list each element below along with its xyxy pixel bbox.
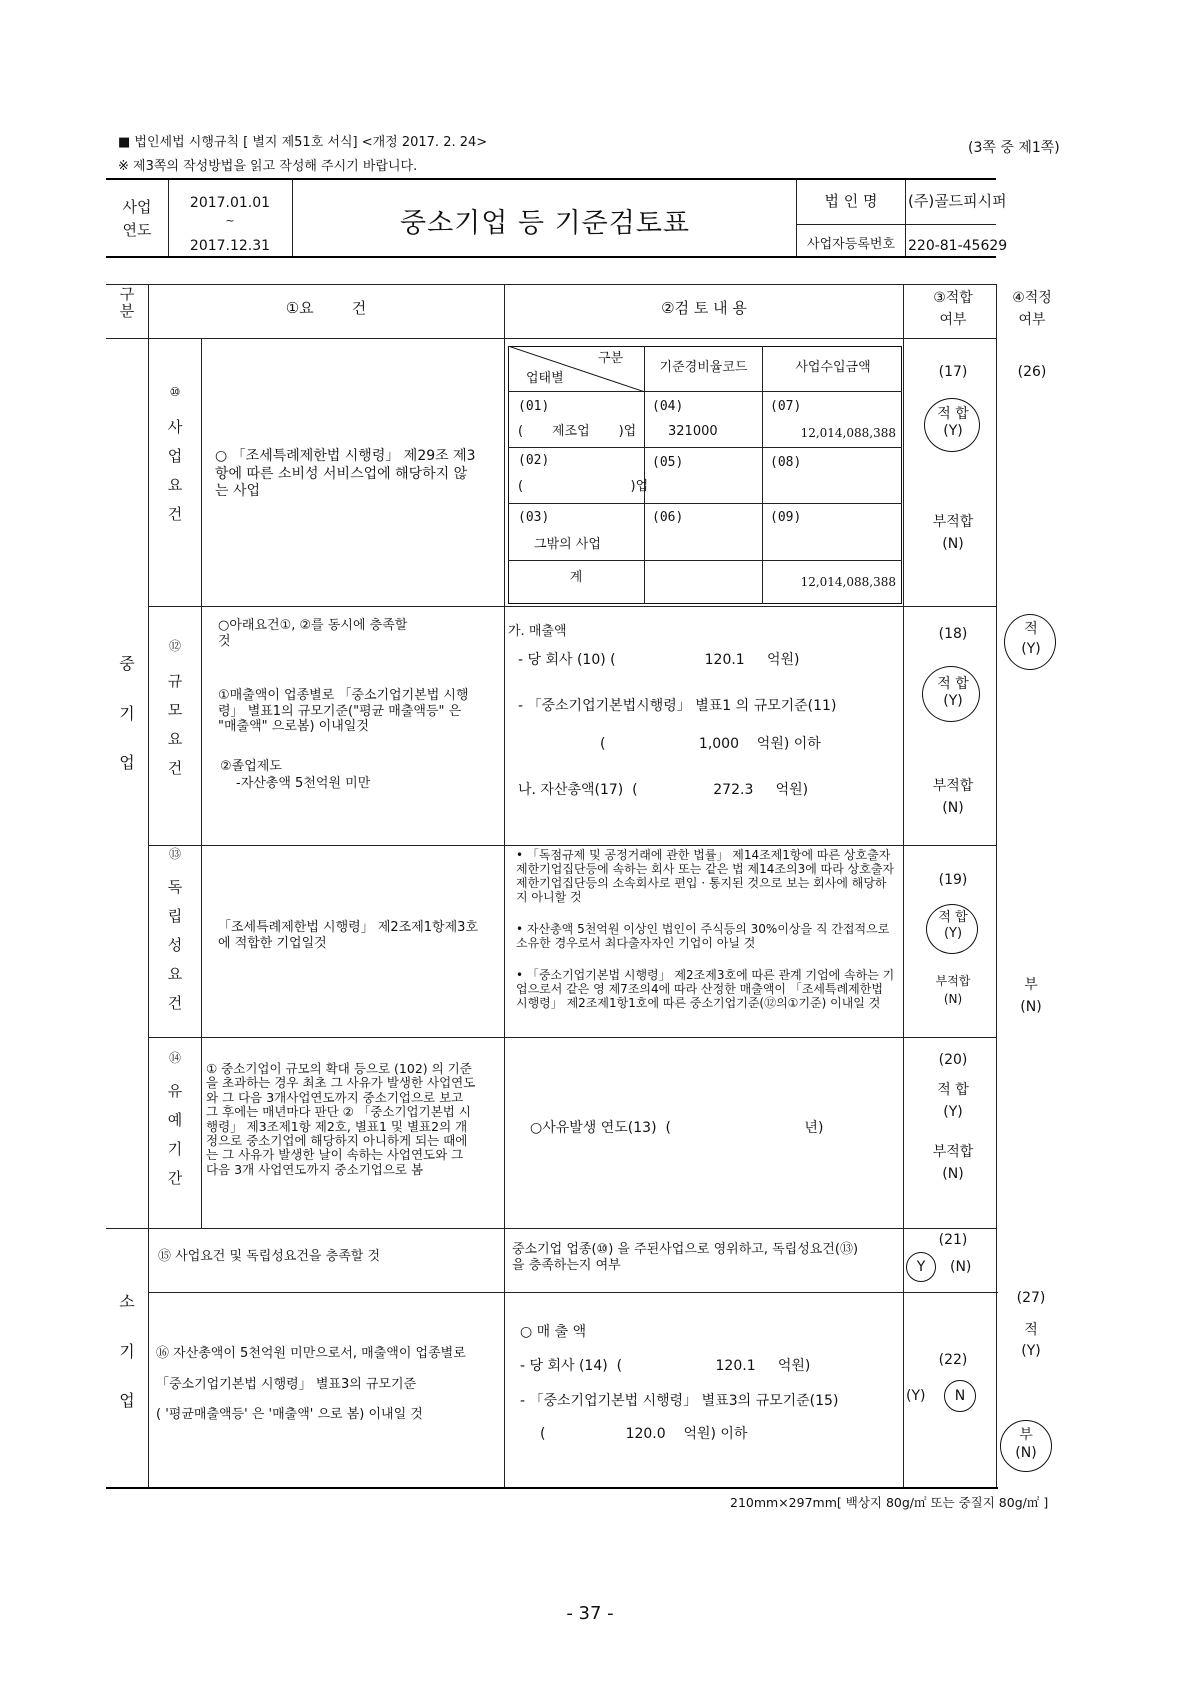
instruction-note: ※ 제3쪽의 작성방법을 읽고 작성해 주시기 바랍니다. [118,159,418,174]
corp-name-label: 법 인 명 [824,192,878,210]
biz-no-label: 사업자등록번호 [807,237,895,252]
row106-no: N [954,1388,966,1404]
col-gubun-header: 구 분 [119,285,135,321]
row103-review-1: • 「독점규제 및 공정거래에 관한 법률」 제14조제1항에 따른 상호출자제한기업집단등에 속하는 회사 또는 같은 법 제14조의3에 따라 상호출자제한기업집단등의 소속회사로 편입 · 통지된 것으로 보는 회사에 해당하지 아니할 것 [516,848,894,905]
row102-conforming: 적 합 (Y) [937,676,969,709]
cell-09: (09) [770,510,802,525]
row102-req-4: -자산총액 5천억원 미만 [236,776,371,791]
total-label: 계 [569,570,583,585]
cell-03: (03) [518,510,550,525]
row104-number: ⑭ [168,1051,181,1065]
row103-nonconforming: 부적합 (N) [935,974,971,1006]
paper-spec: 210mm×297mm[ 백상지 80g/㎡ 또는 중질지 80g/㎡ ] [730,1495,1049,1510]
row106-revenue-standard: - 「중소기업기본법 시행령」 별표3의 규모기준(15) [520,1393,839,1409]
cell-01: (01) [518,399,550,414]
row103-review-2: • 자산총액 5천억원 이상인 법인이 주식등의 30%이상을 직 간접적으로 소유한 경우로서 최다출자자인 기업이 아닐 것 [516,922,890,951]
cell-02-value: ( )업 [518,479,649,494]
year-from: 2017.01.01 [189,195,271,211]
row101-requirement: ○ 「조세특례제한법 시행령」 제29조 제3항에 따른 소비성 서비스업에 해당하지 않는 사업 [215,448,476,499]
business-year-label: 사업 연도 [122,198,152,240]
row106-revenue-title: ○ 매 출 액 [520,1324,587,1340]
row106-req-1: ⑯ 자산총액이 5천억원 미만으로서, 매출액이 업종별로 [156,1346,466,1361]
row103-label: 독 립 성 요 건 [167,878,183,1012]
row102-revenue-title: 가. 매출액 [508,624,567,639]
row105-review: 중소기업 업종(⑩) 을 주된사업으로 영위하고, 독립성요건(⑬) 을 충족하는지 여부 [512,1242,859,1273]
group-label-medium: 중 기 업 [119,654,135,773]
biz-no-value: 220-81-45629 [908,238,1008,254]
form-reference: ■ 법인세법 시행규칙 [ 별지 제51호 서식] <개정 2017. 2. 24> [118,135,488,150]
row106-req-3: ( '평균매출액등' 은 '매출액' 으로 봄) 이내일 것 [156,1407,423,1422]
row102-req-2: ①매출액이 업종별로 「중소기업기본법 시행령」 별표1의 규모기준("평균 매출액등" 은 "매출액" 으로봄) 이내일것 [218,688,469,735]
row106-adequate: 적 (Y) [1021,1322,1041,1359]
row103-review-3: • 「중소기업기본법 시행령」 제2조제3호에 따른 관계 기업에 속하는 기업으로서 같은 영 제7조의4에 따라 산정한 매출액이 「조세특례제한법 시행령」 제2조제1항1호에 따른 중소기업기준(⑫의①기준) 이내일 것 [516,968,895,1011]
row103-adequacy: 부 (N) [1020,977,1042,1016]
row104-label: 유 예 기 간 [167,1082,183,1187]
row102-c3-number: (18) [938,626,968,642]
row102-total-assets: 나. 자산총액(17) ( 272.3 억원) [518,782,809,798]
row102-req-3: ②졸업제도 [220,759,282,774]
total-value: 12,014,088,388 [800,575,896,589]
row105-no: (N) [950,1259,972,1275]
row103-number: ⑬ [168,847,181,861]
cell-02: (02) [518,453,550,468]
col-requirement-header: ①요 건 [285,299,367,317]
row105-c3-number: (21) [938,1232,968,1248]
row102-revenue-company: - 당 회사 (10) ( 120.1 억원) [518,652,800,668]
row106-c3-number: (22) [938,1352,968,1368]
biz-table-header-code: 기준경비율코드 [659,360,748,375]
row106-req-2: 「중소기업기본법 시행령」 별표3의 규모기준 [156,1377,417,1392]
biz-table-diag-top: 구분 [598,351,624,366]
cell-05: (05) [652,455,684,470]
row101-c3-number: (17) [938,364,968,380]
page-title: 중소기업 등 기준검토표 [400,208,690,239]
row106-revenue-company: - 당 회사 (14) ( 120.1 억원) [520,1358,811,1374]
biz-table-diag-bottom: 업태별 [526,371,564,386]
row103-requirement: 「조세특례제한법 시행령」 제2조제1항제3호에 적합한 기업일것 [218,920,479,951]
row102-label: 규 모 요 건 [167,672,183,777]
row102-nonconforming: 부적합 (N) [932,778,974,816]
row106-inadequate: 부 (N) [1015,1427,1037,1462]
cell-08: (08) [770,455,802,470]
row101-number: ⑩ [169,385,181,399]
row103-conforming: 적 합 (Y) [938,910,968,942]
row106-revenue-limit: ( 120.0 억원) 이하 [540,1426,748,1442]
row104-c3-number: (20) [938,1052,968,1068]
row104-nonconforming: 부적합 (N) [932,1144,974,1182]
row104-conforming: 적 합 (Y) [937,1082,969,1120]
row103-c3-number: (19) [938,872,968,888]
col-adequacy-header: ④적정 여부 [1012,290,1052,328]
row104-review: ○사유발생 연도(13) ( 년) [530,1120,824,1136]
cell-06: (06) [652,510,684,525]
corp-name-value: (주)골드피시퍼 [908,192,1007,210]
cell-04: (04) [652,399,684,414]
row101-c4-number: (26) [1017,364,1047,380]
row102-req-1: ○아래요건①, ②를 동시에 충족할것 [218,618,408,649]
cell-03-value: 그밖의 사업 [534,537,601,552]
year-to: 2017.12.31 [189,238,271,254]
row102-number: ⑫ [168,639,181,653]
cell-07: (07) [770,399,802,414]
col-review-header: ②검 토 내 용 [661,299,747,317]
row106-yes: (Y) [906,1388,926,1404]
year-tilde: ~ [225,214,235,227]
cell-04-value: 321000 [668,424,718,439]
biz-table-header-revenue: 사업수입금액 [795,360,871,375]
cell-07-value: 12,014,088,388 [800,426,896,440]
row106-c4-number: (27) [1016,1290,1046,1306]
row102-adequate: 적 (Y) [1021,621,1041,657]
col-conformity-header: ③적합 여부 [933,290,973,328]
row104-requirement: ① 중소기업이 규모의 확대 등으로 (102) 의 기준을 초과하는 경우 최초 그 사유가 발생한 사업연도와 그 다음 3개사업연도까지 중소기업으로 보고 그 후에는 매년마다 판단 ② 「중소기업기본법 시행령」 제3조제1항 제2호, 별표1 및 별표2의 개정으로 중소기업에 해당하지 아니하게 되는 때에는 그 사유가 발생한 날이 속하는 사업연도와 그 다음 3개 사업연도까지 중소기업으로 봄 [206,1061,476,1177]
row102-revenue-standard: - 「중소기업기본법시행령」 별표1 의 규모기준(11) [518,698,837,714]
group-label-small: 소 기 업 [119,1292,135,1411]
row101-conforming: 적 합 (Y) [937,406,969,439]
cell-01-value: ( 제조업 )업 [518,424,637,439]
row101-nonconforming: 부적합 (N) [932,514,974,552]
row101-label: 사 업 요 건 [167,418,183,523]
row102-revenue-limit: ( 1,000 억원) 이하 [600,736,821,752]
row105-yes: Y [916,1259,926,1275]
row105-requirement: ⑮ 사업요건 및 독립성요건을 충족할 것 [158,1249,381,1264]
page-indicator: (3쪽 중 제1쪽) [968,140,1060,156]
page-number: - 37 - [566,1603,614,1624]
